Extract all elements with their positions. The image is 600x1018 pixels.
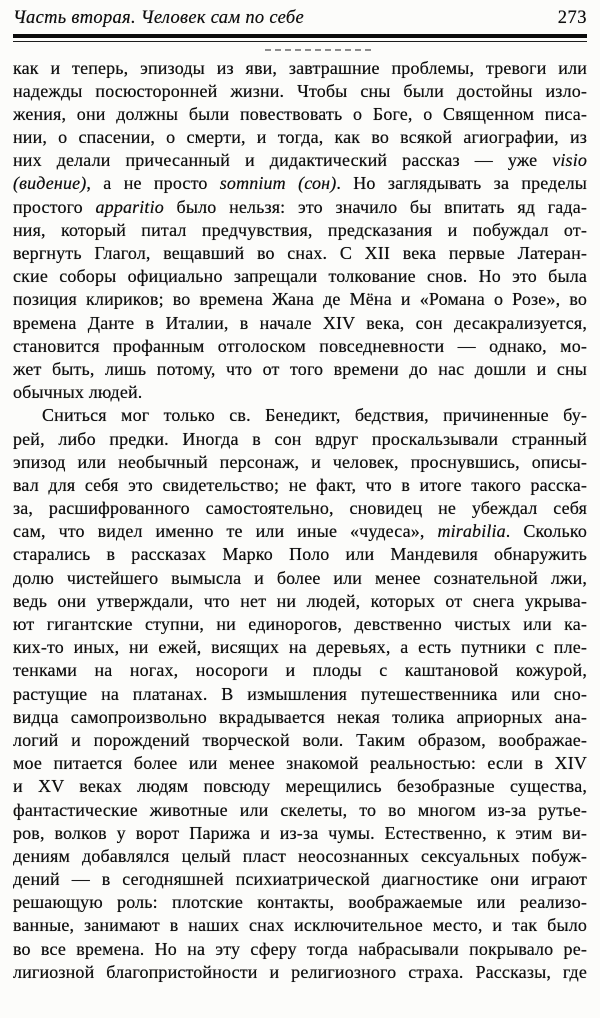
text-line: и XV веках людям повсюду мерещились безобразные существа,	[13, 776, 587, 797]
text-line: за, расшифрованного самостоятельно, сновидец не убеждал себя	[13, 498, 587, 519]
text-line: дениям добавлялся целый пласт неосознанных сексуальных побуж-	[13, 845, 587, 866]
scan-artifact	[265, 49, 371, 51]
text-line: лигиозной благопристойности и религиозного страха. Рассказы, где	[13, 961, 587, 982]
text-line: становится профанным отголоском повседневности — однако, мо-	[13, 335, 587, 356]
text-line: мое питается более или менее знакомой реальностью: если в XIV	[13, 753, 587, 774]
text-line: решающую роль: плотские контакты, воображаемые или реализо-	[13, 892, 587, 913]
text-line: надежды посюсторонней жизни. Чтобы сны были достойны изло-	[13, 80, 587, 101]
header-rule	[13, 34, 587, 42]
text-line: ские соборы официально запрещали толкование снов. Но это была	[13, 266, 587, 287]
text-line: ванные, занимают в наших снах исключительное место, и так было	[13, 915, 587, 936]
text-line: старались в рассказах Марко Поло или Мандевиля обнаружить	[13, 544, 587, 565]
text-line: ких-то иных, ни ежей, висящих на деревьях, а есть путники с пле-	[13, 637, 587, 658]
text-line: ния, который питал предчувствия, предсказания и побуждал от-	[13, 219, 587, 240]
text-line: рей, либо предки. Иногда в сон вдруг проскальзывали странный	[13, 428, 587, 449]
text-line: ют гигантские ступни, ни единорогов, девственно чистых или ка-	[13, 614, 587, 634]
text-line: логий и порождений творческой воли. Таким образом, воображае-	[13, 729, 587, 750]
page-number: 273	[557, 8, 587, 28]
text-line: фантастические животные или скелеты, то во многом из-за рутье-	[13, 799, 587, 820]
page-body	[13, 57, 587, 985]
paragraph	[13, 404, 587, 984]
text-line: растущие на платанах. В измышления путешественника или сно-	[13, 683, 587, 704]
text-line: дений — в сегодняшней психиатрической диагностике они играют	[13, 869, 587, 890]
running-header	[13, 8, 587, 31]
text-line: обычных людей.	[13, 382, 143, 403]
paragraph	[13, 57, 587, 405]
text-line: видца самопроизвольно вкрадывается некая толика априорных ана-	[13, 706, 587, 727]
text-line: жет быть, лишь потому, что от того времени до нас дошли и сны	[13, 358, 587, 379]
text-line: Сниться мог только св. Бенедикт, бедствия, причиненные бу-	[42, 405, 587, 426]
text-line: них делали причесанный и дидактический рассказ — уже visio	[13, 150, 587, 171]
text-line: тенками на ногах, носороги и плоды с каштановой кожурой,	[13, 660, 587, 681]
text-line: ведь они утверждали, что нет ни людей, которых от снега укрыва-	[13, 590, 587, 611]
header-rule-thin	[13, 41, 587, 42]
text-line: как и теперь, эпизоды из яви, завтрашние проблемы, тревоги или	[13, 57, 587, 78]
header-title: Часть вторая. Человек сам по себе	[13, 8, 305, 28]
text-line: ров, волков у ворот Парижа и из-за чумы. Естественно, к этим ви-	[13, 822, 587, 843]
text-line: простого apparitio было нельзя: это значило бы впитать яд гада-	[13, 196, 587, 217]
text-line: долю чистейшего вымысла и более или менее сознательной лжи,	[13, 567, 587, 588]
text-line: времена Данте в Италии, в начале XIV века, сон десакрализуется,	[13, 312, 587, 333]
text-line: сам, что видел именно те или иные «чудеса», mirabilia. Сколько	[13, 521, 587, 542]
text-line: нии, о спасении, о смерти, и тогда, как во всякой агиографии, из	[13, 127, 587, 148]
text-line: (видение), а не просто somnium (сон). Но заглядывать за пределы	[13, 173, 587, 194]
text-line: жения, они должны были повествовать о Боге, о Священном писа-	[13, 103, 587, 124]
text-line: позиция клириков; во времена Жана де Мёна и «Романа о Розе», во	[13, 289, 587, 310]
text-line: вергнуть Глагол, вещавший во снах. С XII века первые Латеран-	[13, 243, 587, 263]
text-line: вал для себя это свидетельство; не факт, что в итоге такого расска-	[13, 474, 587, 495]
text-line: эпизод или необычный персонаж, и человек, проснувшись, описы-	[13, 451, 587, 472]
text-line: во все времена. Но на эту сферу тогда набрасывали покрывало ре-	[13, 938, 587, 959]
